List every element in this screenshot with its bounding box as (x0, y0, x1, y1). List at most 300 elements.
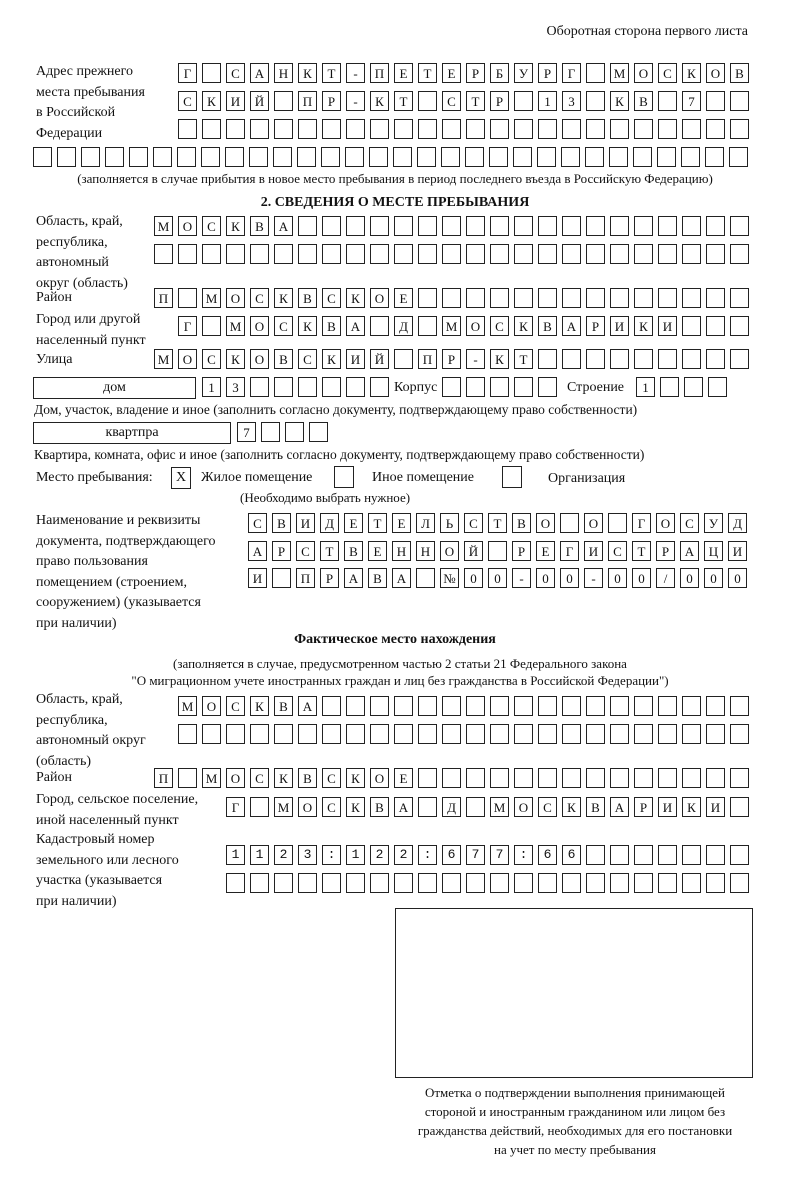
char-cell[interactable] (514, 873, 533, 893)
char-cell[interactable]: Й (370, 349, 389, 369)
char-cell[interactable] (682, 768, 701, 788)
char-cell[interactable]: К (346, 797, 365, 817)
char-cell[interactable] (586, 91, 605, 111)
char-cell[interactable]: О (298, 797, 317, 817)
char-cell[interactable] (634, 244, 653, 264)
char-cell[interactable]: М (490, 797, 509, 817)
char-cell[interactable]: С (680, 513, 699, 533)
char-cell[interactable]: Г (178, 63, 197, 83)
char-cell[interactable]: С (298, 349, 317, 369)
char-cell[interactable]: М (202, 288, 221, 308)
char-cell[interactable] (297, 147, 316, 167)
char-cell[interactable] (682, 873, 701, 893)
char-cell[interactable]: К (226, 349, 245, 369)
char-cell[interactable] (418, 845, 437, 865)
char-cell[interactable] (610, 244, 629, 264)
char-cell[interactable]: Р (586, 316, 605, 336)
char-cell[interactable] (298, 377, 317, 397)
char-cell[interactable]: П (154, 768, 173, 788)
char-cell[interactable] (514, 724, 533, 744)
char-cell[interactable] (274, 119, 293, 139)
char-cell[interactable]: 3 (562, 91, 581, 111)
char-cell[interactable]: К (322, 349, 341, 369)
cadastre-row-1[interactable]: 1123:122:677:66 (226, 845, 756, 867)
char-cell[interactable]: К (202, 91, 221, 111)
char-cell[interactable]: 0 (536, 568, 555, 588)
char-cell[interactable] (442, 288, 461, 308)
char-cell[interactable]: О (536, 513, 555, 533)
char-cell[interactable] (586, 845, 605, 865)
char-cell[interactable]: М (154, 349, 173, 369)
char-cell[interactable]: К (562, 797, 581, 817)
char-cell[interactable] (154, 244, 173, 264)
char-cell[interactable]: У (704, 513, 723, 533)
char-cell[interactable]: К (634, 316, 653, 336)
char-cell[interactable] (250, 244, 269, 264)
char-cell[interactable]: У (514, 63, 533, 83)
char-cell[interactable]: С (202, 349, 221, 369)
char-cell[interactable]: А (274, 216, 293, 236)
char-cell[interactable] (441, 147, 460, 167)
char-cell[interactable]: Р (656, 541, 675, 561)
char-cell[interactable] (274, 244, 293, 264)
char-cell[interactable] (202, 119, 221, 139)
char-cell[interactable] (490, 288, 509, 308)
char-cell[interactable] (706, 845, 725, 865)
char-cell[interactable] (322, 377, 341, 397)
char-cell[interactable]: А (394, 797, 413, 817)
char-cell[interactable] (178, 724, 197, 744)
char-cell[interactable]: М (178, 696, 197, 716)
char-cell[interactable] (514, 244, 533, 264)
char-cell[interactable] (514, 696, 533, 716)
char-cell[interactable]: А (392, 568, 411, 588)
char-cell[interactable] (466, 377, 485, 397)
char-cell[interactable]: В (538, 316, 557, 336)
char-cell[interactable]: 0 (464, 568, 483, 588)
char-cell[interactable] (81, 147, 100, 167)
char-cell[interactable] (442, 873, 461, 893)
char-cell[interactable] (346, 873, 365, 893)
char-cell[interactable] (442, 216, 461, 236)
char-cell[interactable] (490, 724, 509, 744)
char-cell[interactable]: Р (538, 63, 557, 83)
char-cell[interactable] (273, 147, 292, 167)
char-cell[interactable] (442, 377, 461, 397)
char-cell[interactable] (610, 768, 629, 788)
char-cell[interactable]: С (322, 288, 341, 308)
char-cell[interactable] (394, 216, 413, 236)
char-cell[interactable]: С (464, 513, 483, 533)
char-cell[interactable]: Е (442, 63, 461, 83)
char-cell[interactable] (490, 696, 509, 716)
char-cell[interactable] (466, 873, 485, 893)
char-cell[interactable] (33, 147, 52, 167)
char-cell[interactable] (634, 349, 653, 369)
char-cell[interactable]: Т (418, 63, 437, 83)
char-cell[interactable] (658, 873, 677, 893)
char-cell[interactable]: К (298, 316, 317, 336)
char-cell[interactable] (226, 244, 245, 264)
char-cell[interactable] (609, 147, 628, 167)
char-cell[interactable] (466, 244, 485, 264)
char-cell[interactable] (201, 147, 220, 167)
char-cell[interactable]: К (370, 91, 389, 111)
char-cell[interactable] (730, 119, 749, 139)
char-cell[interactable]: Г (562, 63, 581, 83)
char-cell[interactable] (562, 119, 581, 139)
char-cell[interactable]: К (298, 63, 317, 83)
char-cell[interactable] (634, 288, 653, 308)
char-cell[interactable] (418, 873, 437, 893)
char-cell[interactable] (394, 845, 413, 865)
char-cell[interactable] (682, 316, 701, 336)
char-cell[interactable] (730, 797, 749, 817)
char-cell[interactable] (658, 845, 677, 865)
char-cell[interactable]: П (418, 349, 437, 369)
char-cell[interactable] (418, 696, 437, 716)
char-cell[interactable]: В (512, 513, 531, 533)
char-cell[interactable] (634, 873, 653, 893)
char-cell[interactable]: К (514, 316, 533, 336)
char-cell[interactable] (586, 349, 605, 369)
char-cell[interactable] (370, 244, 389, 264)
char-cell[interactable] (538, 768, 557, 788)
char-cell[interactable] (466, 724, 485, 744)
char-cell[interactable] (730, 696, 749, 716)
char-cell[interactable] (417, 147, 436, 167)
char-cell[interactable] (538, 216, 557, 236)
char-cell[interactable]: 0 (680, 568, 699, 588)
char-cell[interactable] (274, 724, 293, 744)
char-cell[interactable] (682, 244, 701, 264)
char-cell[interactable] (706, 873, 725, 893)
char-cell[interactable]: О (178, 349, 197, 369)
char-cell[interactable]: Т (368, 513, 387, 533)
char-cell[interactable] (514, 845, 533, 865)
char-cell[interactable] (730, 768, 749, 788)
char-cell[interactable] (370, 724, 389, 744)
char-cell[interactable] (369, 147, 388, 167)
char-cell[interactable] (585, 147, 604, 167)
char-cell[interactable]: Д (320, 513, 339, 533)
char-cell[interactable] (706, 724, 725, 744)
char-cell[interactable] (418, 768, 437, 788)
char-cell[interactable] (538, 696, 557, 716)
char-cell[interactable] (322, 873, 341, 893)
char-cell[interactable] (729, 147, 748, 167)
char-cell[interactable]: Г (178, 316, 197, 336)
char-cell[interactable] (633, 147, 652, 167)
char-cell[interactable]: Р (320, 568, 339, 588)
char-cell[interactable] (586, 724, 605, 744)
char-cell[interactable] (562, 244, 581, 264)
char-cell[interactable]: Д (394, 316, 413, 336)
char-cell[interactable] (250, 119, 269, 139)
char-cell[interactable] (490, 873, 509, 893)
char-cell[interactable] (394, 119, 413, 139)
char-cell[interactable]: М (610, 63, 629, 83)
char-cell[interactable] (682, 349, 701, 369)
char-cell[interactable] (706, 768, 725, 788)
char-cell[interactable] (370, 845, 389, 865)
flat-type-field[interactable]: квартпра (33, 422, 231, 444)
char-cell[interactable]: С (178, 91, 197, 111)
char-cell[interactable]: Р (272, 541, 291, 561)
char-cell[interactable] (178, 119, 197, 139)
char-cell[interactable]: К (346, 288, 365, 308)
char-cell[interactable] (393, 147, 412, 167)
char-cell[interactable] (250, 873, 269, 893)
char-cell[interactable] (562, 349, 581, 369)
char-cell[interactable]: К (490, 349, 509, 369)
char-cell[interactable] (285, 422, 304, 442)
char-cell[interactable] (610, 119, 629, 139)
char-cell[interactable] (322, 845, 341, 865)
char-cell[interactable]: С (202, 216, 221, 236)
char-cell[interactable] (657, 147, 676, 167)
char-cell[interactable] (442, 119, 461, 139)
char-cell[interactable]: О (370, 768, 389, 788)
char-cell[interactable] (706, 288, 725, 308)
char-cell[interactable]: Р (466, 63, 485, 83)
char-cell[interactable] (684, 377, 703, 397)
char-cell[interactable]: Е (536, 541, 555, 561)
char-cell[interactable]: О (226, 768, 245, 788)
char-cell[interactable] (226, 724, 245, 744)
char-cell[interactable] (682, 696, 701, 716)
char-cell[interactable]: В (322, 316, 341, 336)
char-cell[interactable]: - (346, 91, 365, 111)
char-cell[interactable] (466, 845, 485, 865)
char-cell[interactable]: К (346, 768, 365, 788)
char-cell[interactable] (394, 873, 413, 893)
char-cell[interactable]: А (344, 568, 363, 588)
char-cell[interactable]: С (322, 797, 341, 817)
char-cell[interactable] (537, 147, 556, 167)
char-cell[interactable] (610, 349, 629, 369)
char-cell[interactable] (226, 119, 245, 139)
char-cell[interactable] (658, 288, 677, 308)
char-cell[interactable]: С (248, 513, 267, 533)
char-cell[interactable] (442, 696, 461, 716)
char-cell[interactable]: - (512, 568, 531, 588)
char-cell[interactable] (465, 147, 484, 167)
char-cell[interactable] (682, 724, 701, 744)
char-cell[interactable] (561, 147, 580, 167)
char-cell[interactable] (730, 216, 749, 236)
char-cell[interactable] (466, 797, 485, 817)
char-cell[interactable] (730, 91, 749, 111)
char-cell[interactable]: В (274, 349, 293, 369)
char-cell[interactable]: К (226, 216, 245, 236)
char-cell[interactable]: М (274, 797, 293, 817)
char-cell[interactable] (610, 696, 629, 716)
char-cell[interactable] (394, 696, 413, 716)
char-cell[interactable] (634, 216, 653, 236)
char-cell[interactable] (274, 873, 293, 893)
char-cell[interactable]: Т (466, 91, 485, 111)
char-cell[interactable] (298, 845, 317, 865)
char-cell[interactable] (730, 349, 749, 369)
char-cell[interactable] (706, 216, 725, 236)
char-cell[interactable]: Г (632, 513, 651, 533)
char-cell[interactable]: В (370, 797, 389, 817)
char-cell[interactable] (562, 696, 581, 716)
char-cell[interactable] (466, 288, 485, 308)
char-cell[interactable] (682, 216, 701, 236)
house-type-field[interactable]: дом (33, 377, 196, 399)
char-cell[interactable]: Й (464, 541, 483, 561)
char-cell[interactable]: С (608, 541, 627, 561)
char-cell[interactable]: П (296, 568, 315, 588)
char-cell[interactable] (658, 216, 677, 236)
char-cell[interactable] (394, 244, 413, 264)
char-cell[interactable] (586, 768, 605, 788)
char-cell[interactable] (309, 422, 328, 442)
char-cell[interactable] (708, 377, 727, 397)
char-cell[interactable]: С (538, 797, 557, 817)
char-cell[interactable]: С (322, 768, 341, 788)
char-cell[interactable] (706, 349, 725, 369)
char-cell[interactable] (274, 377, 293, 397)
char-cell[interactable]: 7 (237, 422, 256, 442)
char-cell[interactable] (634, 696, 653, 716)
char-cell[interactable] (488, 541, 507, 561)
char-cell[interactable]: Е (394, 288, 413, 308)
char-cell[interactable] (298, 216, 317, 236)
char-cell[interactable] (370, 316, 389, 336)
char-cell[interactable] (490, 845, 509, 865)
char-cell[interactable]: В (368, 568, 387, 588)
char-cell[interactable]: И (248, 568, 267, 588)
char-cell[interactable] (202, 724, 221, 744)
char-cell[interactable] (249, 147, 268, 167)
char-cell[interactable] (261, 422, 280, 442)
char-cell[interactable] (250, 797, 269, 817)
char-cell[interactable] (466, 768, 485, 788)
char-cell[interactable] (562, 288, 581, 308)
char-cell[interactable] (658, 244, 677, 264)
char-cell[interactable] (346, 696, 365, 716)
char-cell[interactable]: И (658, 797, 677, 817)
char-cell[interactable]: И (296, 513, 315, 533)
char-cell[interactable] (489, 147, 508, 167)
char-cell[interactable] (586, 696, 605, 716)
stay-option-other-checkbox[interactable] (334, 466, 354, 488)
char-cell[interactable] (418, 288, 437, 308)
char-cell[interactable]: Г (560, 541, 579, 561)
char-cell[interactable]: А (346, 316, 365, 336)
char-cell[interactable] (225, 147, 244, 167)
char-cell[interactable] (274, 845, 293, 865)
char-cell[interactable] (634, 845, 653, 865)
char-cell[interactable]: Л (416, 513, 435, 533)
char-cell[interactable]: М (154, 216, 173, 236)
char-cell[interactable]: О (226, 288, 245, 308)
char-cell[interactable] (705, 147, 724, 167)
char-cell[interactable] (322, 244, 341, 264)
char-cell[interactable]: Т (394, 91, 413, 111)
char-cell[interactable]: В (272, 513, 291, 533)
char-cell[interactable]: 0 (704, 568, 723, 588)
char-cell[interactable]: Р (512, 541, 531, 561)
char-cell[interactable] (177, 147, 196, 167)
char-cell[interactable]: М (226, 316, 245, 336)
char-cell[interactable] (660, 377, 679, 397)
char-cell[interactable] (610, 216, 629, 236)
char-cell[interactable] (514, 91, 533, 111)
char-cell[interactable] (538, 873, 557, 893)
char-cell[interactable]: Р (634, 797, 653, 817)
char-cell[interactable] (586, 873, 605, 893)
char-cell[interactable] (105, 147, 124, 167)
char-cell[interactable] (610, 724, 629, 744)
char-cell[interactable]: Ц (704, 541, 723, 561)
char-cell[interactable] (513, 147, 532, 167)
char-cell[interactable] (562, 845, 581, 865)
char-cell[interactable] (538, 377, 557, 397)
char-cell[interactable] (514, 288, 533, 308)
char-cell[interactable] (658, 724, 677, 744)
char-cell[interactable] (322, 119, 341, 139)
char-cell[interactable] (608, 513, 627, 533)
char-cell[interactable]: С (274, 316, 293, 336)
char-cell[interactable] (57, 147, 76, 167)
char-cell[interactable]: В (586, 797, 605, 817)
char-cell[interactable]: С (490, 316, 509, 336)
char-cell[interactable] (250, 724, 269, 744)
char-cell[interactable]: О (202, 696, 221, 716)
char-cell[interactable]: Е (394, 63, 413, 83)
char-cell[interactable]: К (682, 63, 701, 83)
char-cell[interactable]: С (296, 541, 315, 561)
char-cell[interactable] (490, 244, 509, 264)
char-cell[interactable] (442, 244, 461, 264)
char-cell[interactable] (226, 845, 245, 865)
char-cell[interactable] (562, 873, 581, 893)
char-cell[interactable] (610, 873, 629, 893)
char-cell[interactable] (562, 216, 581, 236)
char-cell[interactable]: Н (392, 541, 411, 561)
char-cell[interactable] (346, 244, 365, 264)
char-cell[interactable]: Т (632, 541, 651, 561)
char-cell[interactable] (226, 873, 245, 893)
char-cell[interactable] (418, 724, 437, 744)
char-cell[interactable] (274, 91, 293, 111)
char-cell[interactable]: О (178, 216, 197, 236)
char-cell[interactable] (370, 696, 389, 716)
char-cell[interactable]: 1 (636, 377, 655, 397)
char-cell[interactable] (418, 91, 437, 111)
char-cell[interactable] (730, 724, 749, 744)
char-cell[interactable] (730, 288, 749, 308)
char-cell[interactable]: О (706, 63, 725, 83)
char-cell[interactable] (538, 845, 557, 865)
char-cell[interactable] (514, 119, 533, 139)
char-cell[interactable]: № (440, 568, 459, 588)
char-cell[interactable] (129, 147, 148, 167)
char-cell[interactable] (538, 119, 557, 139)
char-cell[interactable]: Б (490, 63, 509, 83)
char-cell[interactable] (514, 377, 533, 397)
char-cell[interactable]: И (658, 316, 677, 336)
char-cell[interactable] (322, 696, 341, 716)
char-cell[interactable]: О (584, 513, 603, 533)
char-cell[interactable]: Д (728, 513, 747, 533)
char-cell[interactable]: С (658, 63, 677, 83)
char-cell[interactable]: В (730, 63, 749, 83)
